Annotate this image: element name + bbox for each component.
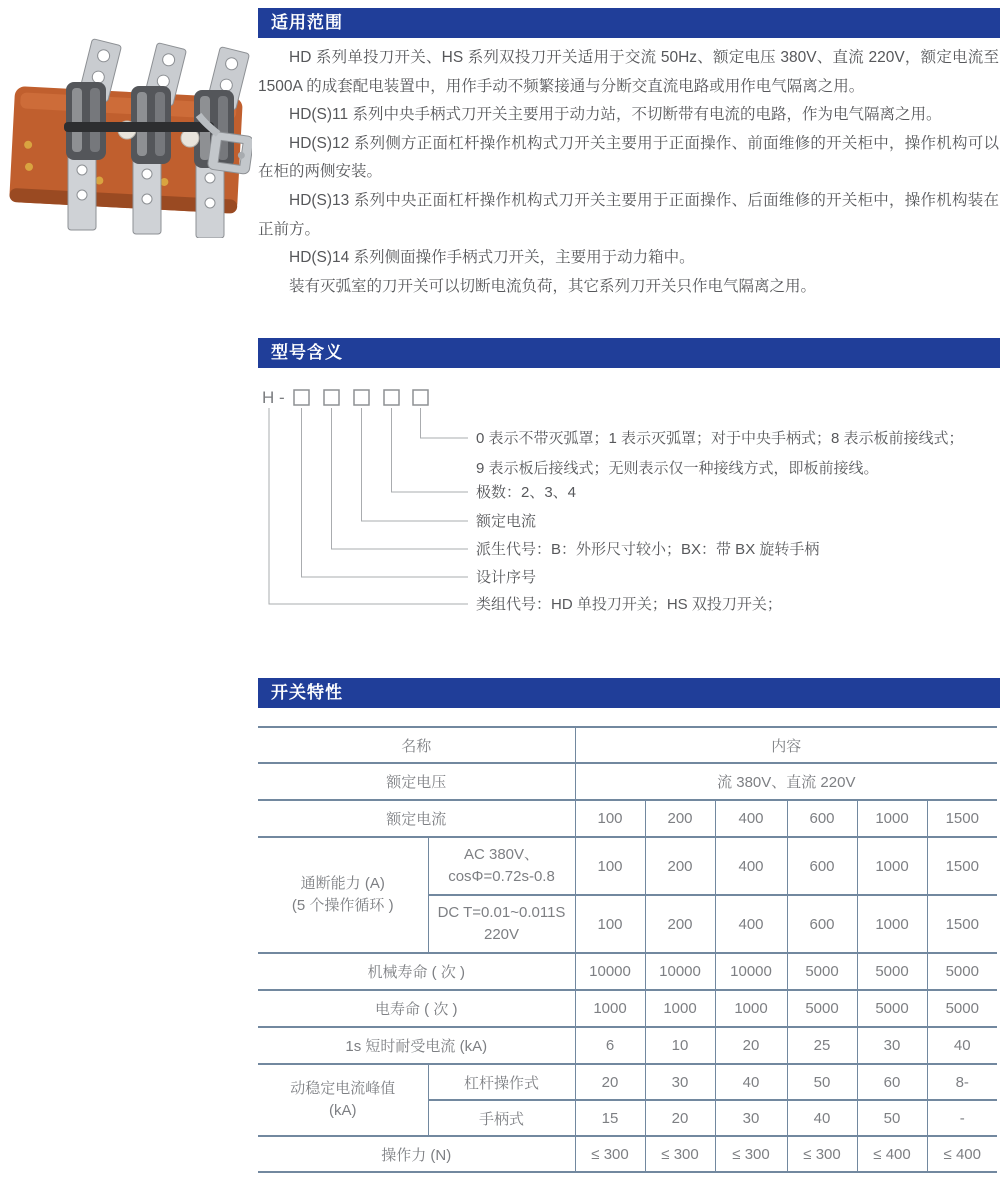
col-header-name: 名称	[258, 727, 575, 763]
cell-value: 1000	[575, 990, 645, 1027]
model-rated-current-label: 额定电流	[476, 513, 537, 530]
cell-value: 1000	[645, 990, 715, 1027]
cell-value: 200	[645, 800, 715, 837]
row-sub-label: AC 380V、 cosΦ=0.72s-0.8	[428, 837, 575, 895]
cell-value: 50	[787, 1064, 857, 1100]
leader-line	[269, 408, 468, 604]
model-derived-code-label: 派生代号：B：外形尺寸较小；BX：带 BX 旋转手柄	[476, 541, 820, 558]
knife-switch-product-photo	[4, 30, 252, 238]
cell-value: 40	[927, 1027, 997, 1064]
cell-value: 60	[857, 1064, 927, 1100]
cell-value: 30	[645, 1064, 715, 1100]
cell-value: 5000	[787, 990, 857, 1027]
row-label: 额定电压	[258, 763, 575, 800]
cell-value: 1500	[927, 837, 997, 895]
cell-value: 10	[645, 1027, 715, 1064]
model-category-code-label: 类组代号：HD 单投刀开关；HS 双投刀开关；	[476, 596, 782, 613]
model-prefix: H -	[262, 388, 285, 407]
row-label: 操作力 (N)	[258, 1136, 575, 1172]
cell-value: 10000	[715, 953, 787, 990]
cell-value: 100	[575, 800, 645, 837]
cell-value: 6	[575, 1027, 645, 1064]
section-header-model	[258, 338, 1000, 368]
cell-value: 200	[645, 895, 715, 953]
scope-paragraphs	[258, 44, 999, 301]
paragraph: HD(S)12 系列侧方正面杠杆操作机构式刀开关主要用于正面操作、前面维修的开关柜中，操作机构可以在柜的两侧安装。	[258, 134, 999, 181]
cell-value: ≤ 300	[715, 1136, 787, 1172]
cell-value: 50	[857, 1100, 927, 1136]
cell-value: 5000	[787, 953, 857, 990]
leader-line	[362, 408, 469, 521]
cell-value: 5000	[927, 990, 997, 1027]
model-digit-box	[294, 390, 309, 405]
section-title: 开关特性	[271, 683, 343, 702]
section-title: 型号含义	[271, 343, 343, 362]
cell-value: 20	[575, 1064, 645, 1100]
row-label: 机械寿命 ( 次 )	[258, 953, 575, 990]
cell-value: ≤ 300	[787, 1136, 857, 1172]
model-note-line2: 9 表示板后接线式；无则表示仅一种接线方式，即板前接线。	[476, 460, 879, 477]
cell-value: 400	[715, 800, 787, 837]
cell-value: 600	[787, 837, 857, 895]
cell-value: 30	[715, 1100, 787, 1136]
model-design-serial-label: 设计序号	[476, 569, 537, 586]
cell-value: 20	[645, 1100, 715, 1136]
row-sub-label: 杠杆操作式	[428, 1064, 575, 1100]
model-digit-box	[384, 390, 399, 405]
cell-value: ≤ 300	[575, 1136, 645, 1172]
cell-value: 15	[575, 1100, 645, 1136]
cell-value: 1000	[857, 837, 927, 895]
row-label: 额定电流	[258, 800, 575, 837]
paragraph: HD(S)13 系列中央正面杠杆操作机构式刀开关主要用于正面操作、后面维修的开关柜中，操作机构装在正前方。	[258, 191, 999, 238]
paragraph: 装有灭弧室的刀开关可以切断电流负荷，其它系列刀开关只作电气隔离之用。	[289, 277, 817, 295]
cell-value: 1500	[927, 800, 997, 837]
cell-value: ≤ 300	[645, 1136, 715, 1172]
model-code-diagram	[258, 380, 998, 625]
operating-shaft	[64, 122, 214, 132]
model-poles-label: 极数：2、3、4	[476, 484, 577, 501]
cell-value: 400	[715, 895, 787, 953]
cell-value: 40	[787, 1100, 857, 1136]
cell-value: 5000	[927, 953, 997, 990]
cell-value: 100	[575, 895, 645, 953]
section-header-characteristics	[258, 678, 1000, 708]
leader-line	[332, 408, 469, 549]
cell-value: 5000	[857, 990, 927, 1027]
cell-value: 1000	[857, 895, 927, 953]
cell-value: 40	[715, 1064, 787, 1100]
cell-value: 100	[575, 837, 645, 895]
cell-value: 5000	[857, 953, 927, 990]
model-digit-box	[413, 390, 428, 405]
cell-value: 20	[715, 1027, 787, 1064]
cell-value: 10000	[575, 953, 645, 990]
model-note-line1: 0 表示不带灭弧罩；1 表示灭弧罩；对于中央手柄式；8 表示板前接线式；	[476, 430, 964, 447]
section-header-scope	[258, 8, 1000, 38]
paragraph: HD 系列单投刀开关、HS 系列双投刀开关适用于交流 50Hz、额定电压 380V、直流 220V，额定电流至 1500A 的成套配电装置中，用作手动不频繁接通与分断交直流电路或用作电气隔离之用。	[258, 49, 999, 95]
cell-value: 400	[715, 837, 787, 895]
cell-value: 8-	[927, 1064, 997, 1100]
cell-value: 1000	[857, 800, 927, 837]
model-digit-box	[324, 390, 339, 405]
cell-value: 1500	[927, 895, 997, 953]
row-group-label: 通断能力 (A) (5 个操作循环 )	[258, 837, 428, 953]
leader-line	[392, 408, 469, 492]
cell-value: 600	[787, 895, 857, 953]
cell-value: 10000	[645, 953, 715, 990]
row-sub-label: 手柄式	[428, 1100, 575, 1136]
row-group-label: 动稳定电流峰值 (kA)	[258, 1064, 428, 1136]
cell-value: 流 380V、直流 220V	[575, 763, 997, 800]
paragraph: HD(S)14 系列侧面操作手柄式刀开关，主要用于动力箱中。	[289, 249, 695, 267]
model-digit-box	[354, 390, 369, 405]
section-title: 适用范围	[271, 13, 343, 32]
cell-value: 25	[787, 1027, 857, 1064]
paragraph: HD(S)11 系列中央手柄式刀开关主要用于动力站，不切断带有电流的电路，作为电气隔离之用。	[289, 106, 942, 124]
col-header-content: 内容	[575, 727, 997, 763]
leader-line	[421, 408, 469, 438]
characteristics-table	[258, 726, 997, 1173]
cell-value: ≤ 400	[927, 1136, 997, 1172]
cell-value: 30	[857, 1027, 927, 1064]
cell-value: -	[927, 1100, 997, 1136]
row-sub-label: DC T=0.01~0.011S 220V	[428, 895, 575, 953]
row-label: 电寿命 ( 次 )	[258, 990, 575, 1027]
row-label: 1s 短时耐受电流 (kA)	[258, 1027, 575, 1064]
cell-value: ≤ 400	[857, 1136, 927, 1172]
cell-value: 1000	[715, 990, 787, 1027]
cell-value: 600	[787, 800, 857, 837]
cell-value: 200	[645, 837, 715, 895]
